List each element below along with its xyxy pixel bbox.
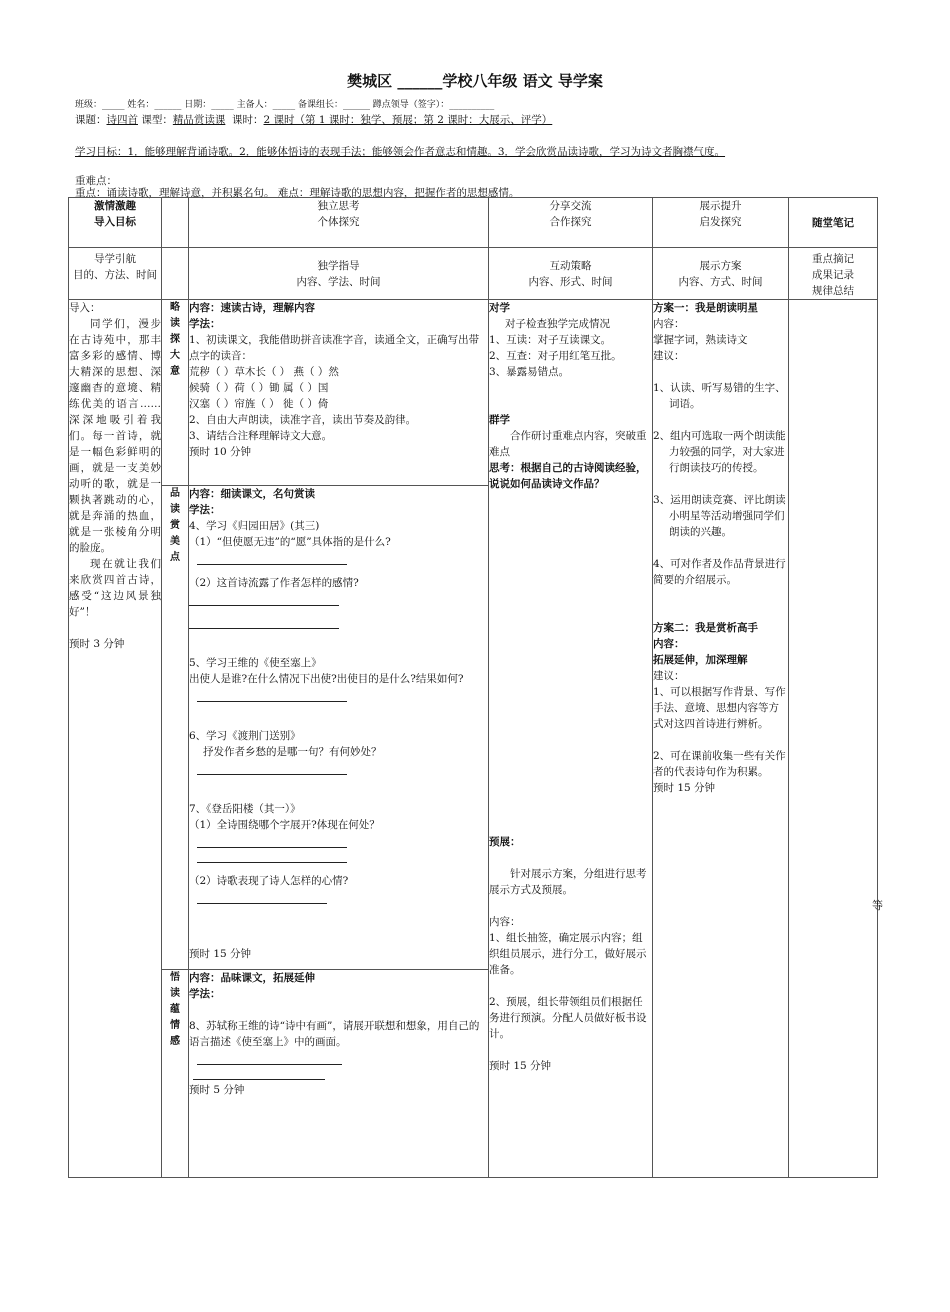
header-row xyxy=(69,198,878,248)
col3-cell: 对学 对子检查独学完成情况 1、互读：对子互读课文。 2、互查：对子用红笔互批。 3、暴露易错点。 群学 合作研讨重难点内容，突破重难点 思考：根据自己的古诗阅读经验，说说如何品读诗文作品？ 预展： 针对展示方案，分组进行思考展示方式及预展。 内容： 1、组长抽签，确定展示内容；组织组员展示，进行分工，做好展示准备。 2、预展，组长带领组员们根据任务进行预演。分配人员做好板书设计。 预时 15 分钟 xyxy=(489,300,653,1178)
header-col3: 分享交流 合作探究 xyxy=(489,198,653,248)
subheader-row xyxy=(69,248,878,300)
answer-line[interactable] xyxy=(197,850,347,863)
answer-line[interactable] xyxy=(189,616,339,629)
answer-line[interactable] xyxy=(197,835,347,848)
answer-line[interactable] xyxy=(197,891,327,904)
lesson-line xyxy=(75,112,552,127)
sub-col5: 重点摘记 成果记录 规律总结 xyxy=(789,248,878,300)
header-col5: 随堂笔记 xyxy=(789,198,878,248)
answer-line[interactable] xyxy=(189,593,339,606)
col4-cell: 方案一：我是朗读明星 内容： 掌握字词，熟读诗文 建议： 1、认读、听写易错的生字、词语。 2、组内可选取一两个朗读能力较强的同学，对大家进行朗读技巧的传授。 3、运用朗读竞赛、评比朗读小明星等活动增强同学们朗读的兴趣。 4、可对作者及作品背景进行简要的介绍展示。 方案二：我是赏析高手 内容： 拓展延伸，加深理解 建议： 1、可以根据写作背景、写作手法、意境、思想内容等方式对这四首诗进行辨析。 2、可在课前收集一些有关作者的代表诗句作为积累。 预时 15 分钟 xyxy=(653,300,789,1178)
difficulty-title: 重难点： xyxy=(75,175,117,187)
header-col2: 独立思考 个体探究 xyxy=(189,198,489,248)
section-comprehend-cell: 内容：品味课文，拓展延伸 学法： 8、苏轼称王维的诗“诗中有画”，请展开联想和想象，用自己的语言描述《使至塞上》中的画面。 预时 5 分钟 xyxy=(189,970,489,1178)
learning-goal: 学习目标：1．能够理解背诵诗歌。2．能够体悟诗的表现手法；能够领会作者意志和情趣。3．学会欣赏品读诗歌，学习为诗文者胸襟气度。 xyxy=(75,146,726,158)
header-meta: 班级：_____ 姓名：______ 日期：_____ 主备人：_____ 备课组长：______ 蹲点领导（签字）：__________ xyxy=(75,100,495,110)
header-col1: 激情激趣 导入目标 xyxy=(69,198,162,248)
hours-value: 2 课时（第 1 课时：独学、预展；第 2 课时：大展示、评学） xyxy=(263,114,553,126)
answer-line[interactable] xyxy=(197,689,347,702)
intro-cell: 导入： 同学们，漫步在古诗苑中，那丰富多彩的感情、博大精深的思想、深邃幽杳的意境、精练优美的语言……深深地吸引着我们。每一首诗，就是一幅色彩鲜明的画，就是一支美妙动听的歌，就是一颗执著跳动的心，就是奔涌的热血，就是一张棱角分明的脸庞。 现在就让我们来欣赏四首古诗，感受“这边风景独好”！ 预时 3 分钟 xyxy=(69,300,162,1178)
lesson-value: 诗四首 xyxy=(106,114,138,126)
answer-line[interactable] xyxy=(197,552,347,565)
section-side-appreciate: 品读赏美点 xyxy=(162,486,189,970)
section-appreciate-cell: 内容：细读课文，名句赏读 学法： 4、学习《归园田居》(其三) （1）“但使愿无违”的“愿”具体指的是什么? （2）这首诗流露了作者怎样的感情? 5、学习王维的《使至塞上》 出使人是谁?在什么情况下出使?出使目的是什么?结果如何? 6、学习《渡荆门送别》 抒发作者乡愁的是哪一句？有何妙处？ 7、《登岳阳楼（其一）》 （1）全诗围绕哪个字展开?体现在何处？ （2）诗歌表现了诗人怎样的心情? 预时 15 分钟 xyxy=(189,486,489,970)
hours-label: 课时： xyxy=(232,114,264,126)
answer-line[interactable] xyxy=(197,762,347,775)
lesson-label: 课题： xyxy=(75,114,107,126)
header-col4: 展示提升 启发探究 xyxy=(653,198,789,248)
section-row-1 xyxy=(69,300,878,486)
notes-cell xyxy=(789,300,878,1178)
type-label: 课型： xyxy=(141,114,173,126)
sub-col1: 导学引航 目的、方法、时间 xyxy=(69,248,162,300)
sub-col3: 互动策略 内容、形式、时间 xyxy=(489,248,653,300)
header-blank xyxy=(162,198,189,248)
type-value: 精品赏读课 xyxy=(172,114,226,126)
sub-blank xyxy=(162,248,189,300)
sub-col2: 独学指导 内容、学法、时间 xyxy=(189,248,489,300)
section-skim-cell: 内容：速读古诗，理解内容 学法： 1、初读课文，我能借助拼音读准字音，读通全文，正确写出带点字的读音： 荒秽（ ）草木长（ ） 燕（ ）然 候骑（ ）荷（ ）锄 属（ ）国 汉塞（ ）帘旌（ ） 徙（ ）倚 2、自由大声朗读，读准字音，读出节奏及韵律。 3、请结合注释理解诗文大意。 预时 10 分钟 xyxy=(189,300,489,486)
section-side-comprehend: 悟读蕴情感 xyxy=(162,970,189,1178)
page-title: 樊城区 ______学校八年级 语文 导学案 xyxy=(347,72,603,90)
sub-col4: 展示方案 内容、方式、时间 xyxy=(653,248,789,300)
difficulty-text: 重点：诵读诗歌，理解诗意，并积累名句。 难点：理解诗歌的思想内容，把握作者的思想感情。 xyxy=(75,187,520,199)
guide-table xyxy=(68,197,878,1178)
section-side-skim: 略读探大意 xyxy=(162,300,189,486)
answer-line[interactable] xyxy=(193,1067,325,1080)
answer-line[interactable] xyxy=(197,1052,342,1065)
etc-mark: 等 xyxy=(872,899,883,912)
